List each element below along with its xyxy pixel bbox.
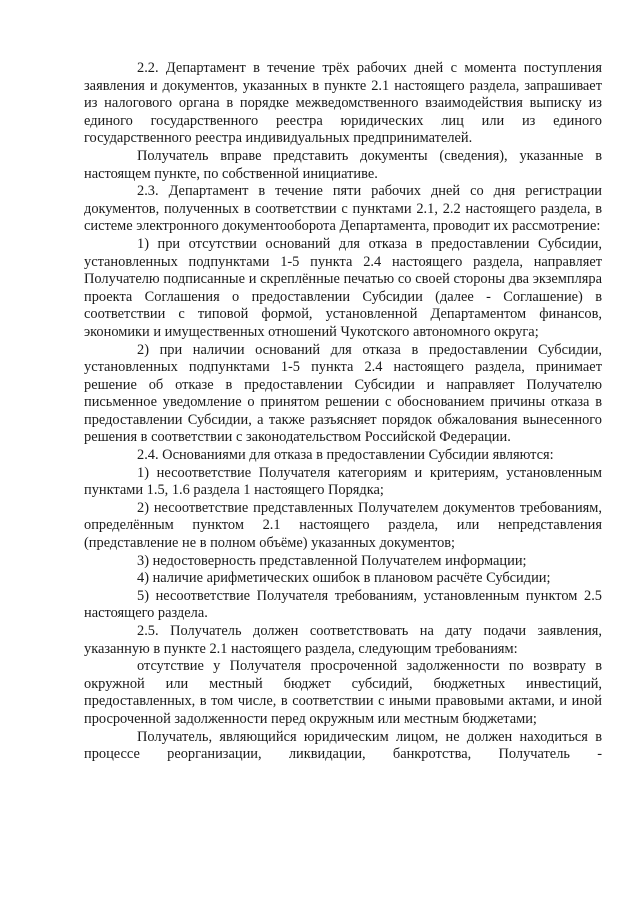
paragraph-2-5-debt: отсутствие у Получателя просроченной задолженности по возврату в окружной или местный бюджет субсидий, бюджетных инвестиций, предоставленных, в том числе, в соответствии с иными правовыми актами, и иной просроченной задолженности перед окружным или местным бюджетами; — [84, 658, 602, 727]
document-page — [84, 60, 602, 764]
paragraph-2-4-item-4: 4) наличие арифметических ошибок в плановом расчёте Субсидии; — [137, 570, 551, 587]
paragraph-2-5-legal-entity: Получатель, являющийся юридическим лицом, не должен находиться в процессе реорганизации, ликвидации, банкротства, Получатель - — [84, 728, 602, 763]
paragraph-2-4-item-1: 1) несоответствие Получателя категориям и критериям, установленным пунктами 1.5, 1.6 раздела 1 настоящего Порядка; — [84, 464, 602, 499]
paragraph-2-3-item-2: 2) при наличии оснований для отказа в предоставлении Субсидии, установленных подпунктами 1-5 пункта 2.4 настоящего раздела, принимает решение об отказе в предоставлении Субсидии и направляет Получателю письменное уведомление о принятом решении с обоснованием причины отказа в предоставлении Субсидии, а также разъясняет порядок обжалования вынесенного решения в соответствии с законодательством Российской Федерации. — [84, 341, 602, 446]
paragraph-2-5: 2.5. Получатель должен соответствовать на дату подачи заявления, указанную в пункте 2.1 настоящего раздела, следующим требованиям: — [84, 623, 602, 657]
paragraph-2-4-item-5: 5) несоответствие Получателя требованиям, установленным пунктом 2.5 настоящего раздела. — [84, 587, 602, 622]
paragraph-2-3-item-1: 1) при отсутствии оснований для отказа в предоставлении Субсидии, установленных подпунктами 1-5 пункта 2.4 настоящего раздела, направляет Получателю подписанные и скреплённые печатью со своей стороны два экземпляра проекта Соглашения о предоставлении Субсидии (далее - Соглашение) в соответствии с типовой формой, установленной Департаментом финансов, экономики и имущественных отношений Чукотского автономного округа; — [84, 235, 602, 340]
paragraph-2-4: 2.4. Основаниями для отказа в предоставлении Субсидии являются: — [137, 447, 554, 464]
paragraph-2-3: 2.3. Департамент в течение пяти рабочих дней со дня регистрации документов, полученных в соответствии с пунктами 2.1, 2.2 настоящего раздела, в системе электронного документооборота Департамента, проводит их рассмотрение: — [84, 183, 602, 235]
paragraph-2-4-item-2: 2) несоответствие представленных Получателем документов требованиям, определённым пунктом 2.1 настоящего раздела, или непредставления (представление не в полном объёме) указанных документов; — [84, 499, 602, 552]
paragraph-own-initiative: Получатель вправе представить документы (сведения), указанные в настоящем пункте, по собственной инициативе. — [84, 147, 602, 182]
paragraph-2-4-item-3: 3) недостоверность представленной Получателем информации; — [137, 552, 527, 569]
paragraph-2-2: 2.2. Департамент в течение трёх рабочих дней с момента поступления заявления и документов, указанных в пункте 2.1 настоящего раздела, запрашивает из налогового органа в порядке межведомственного взаимодействия выписку из единого государственного реестра юридических лиц или из единого государственного реестра индивидуальных предпринимателей. — [84, 60, 602, 147]
